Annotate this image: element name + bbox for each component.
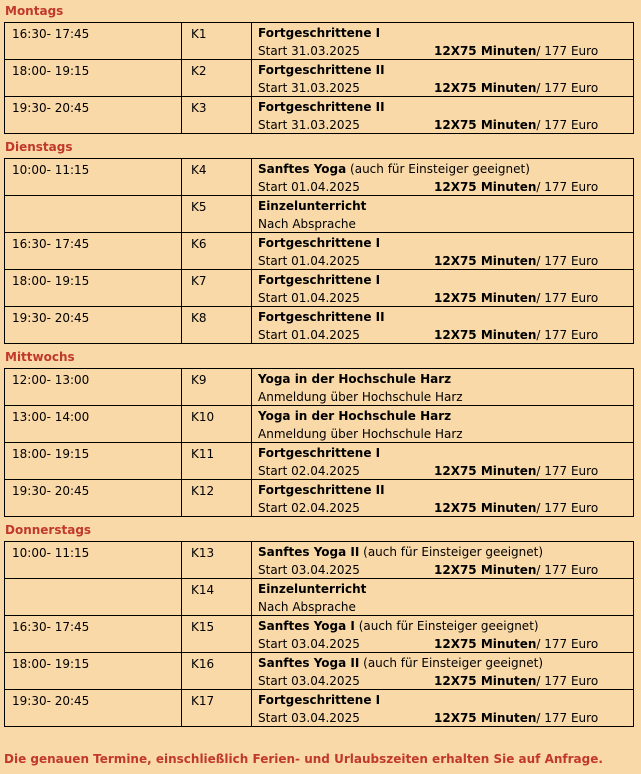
course-price-amount: / 177 Euro: [536, 44, 599, 58]
course-time: 10:00- 11:15: [5, 542, 182, 578]
course-price-amount: / 177 Euro: [536, 501, 599, 515]
course-duration: 12X75 Minuten: [434, 118, 537, 132]
course-description: [252, 690, 633, 726]
course-price-amount: / 177 Euro: [536, 118, 599, 132]
course-price: [434, 462, 598, 480]
day-heading: Dienstags: [5, 140, 73, 154]
course-price-amount: / 177 Euro: [536, 464, 599, 478]
course-detail: Start 01.04.2025: [258, 180, 360, 194]
course-time: 16:30- 17:45: [5, 23, 182, 59]
course-duration: 12X75 Minuten: [434, 291, 537, 305]
course-price-amount: / 177 Euro: [536, 328, 599, 342]
course-description: [252, 616, 633, 652]
day-table: [4, 541, 634, 727]
course-schedule: [4, 4, 634, 733]
course-description: [252, 443, 633, 479]
course-description: [252, 480, 633, 516]
course-title: Sanftes Yoga II: [258, 656, 360, 670]
course-code: K3: [182, 97, 252, 133]
course-row: [5, 443, 633, 480]
course-price: [434, 326, 598, 344]
course-description: [252, 270, 633, 306]
course-time: 18:00- 19:15: [5, 443, 182, 479]
course-detail: Start 02.04.2025: [258, 464, 360, 478]
course-detail-line: [258, 178, 633, 196]
course-time: 16:30- 17:45: [5, 233, 182, 269]
course-detail: Nach Absprache: [258, 217, 356, 231]
course-code: K4: [182, 159, 252, 195]
course-duration: 12X75 Minuten: [434, 464, 537, 478]
course-code: K11: [182, 443, 252, 479]
course-row: [5, 542, 633, 579]
course-title-line: [258, 234, 633, 252]
course-row: [5, 307, 633, 344]
course-price: [434, 178, 598, 196]
course-title: Einzelunterricht: [258, 199, 367, 213]
course-title-line: [258, 407, 633, 425]
course-time: [5, 579, 182, 615]
course-price: [434, 672, 598, 690]
course-price-amount: / 177 Euro: [536, 711, 599, 725]
course-price: [434, 635, 598, 653]
course-detail: Start 03.04.2025: [258, 637, 360, 651]
course-detail: Start 02.04.2025: [258, 501, 360, 515]
course-title-line: [258, 61, 633, 79]
course-code: K9: [182, 369, 252, 405]
course-time: 19:30- 20:45: [5, 480, 182, 516]
course-price: [434, 289, 598, 307]
course-row: [5, 616, 633, 653]
course-duration: 12X75 Minuten: [434, 180, 537, 194]
course-time: 18:00- 19:15: [5, 653, 182, 689]
course-duration: 12X75 Minuten: [434, 44, 537, 58]
course-title: Sanftes Yoga II: [258, 545, 360, 559]
course-description: [252, 653, 633, 689]
course-time: 13:00- 14:00: [5, 406, 182, 442]
course-title-note: (auch für Einsteiger geeignet): [354, 619, 539, 633]
course-price-amount: / 177 Euro: [536, 637, 599, 651]
course-description: [252, 23, 633, 59]
course-title: Fortgeschrittene II: [258, 63, 385, 77]
course-detail-line: [258, 42, 633, 60]
course-price: [434, 252, 598, 270]
course-price-amount: / 177 Euro: [536, 180, 599, 194]
course-code: K5: [182, 196, 252, 232]
course-detail-line: [258, 215, 633, 233]
day-heading: Mittwochs: [5, 350, 75, 364]
course-duration: 12X75 Minuten: [434, 637, 537, 651]
course-detail-line: [258, 79, 633, 97]
course-title-line: [258, 98, 633, 116]
course-price-amount: / 177 Euro: [536, 81, 599, 95]
course-time: 19:30- 20:45: [5, 307, 182, 343]
course-title: Sanftes Yoga I: [258, 619, 355, 633]
course-price: [434, 42, 598, 60]
course-price: [434, 709, 598, 727]
course-duration: 12X75 Minuten: [434, 563, 537, 577]
day-table: [4, 22, 634, 134]
course-code: K2: [182, 60, 252, 96]
course-description: [252, 369, 633, 405]
course-detail-line: [258, 499, 633, 517]
course-detail: Start 01.04.2025: [258, 291, 360, 305]
course-detail-line: [258, 252, 633, 270]
course-price-amount: / 177 Euro: [536, 674, 599, 688]
course-row: [5, 270, 633, 307]
course-duration: 12X75 Minuten: [434, 328, 537, 342]
course-detail-line: [258, 709, 633, 727]
course-detail-line: [258, 425, 633, 443]
course-detail: Start 03.04.2025: [258, 711, 360, 725]
course-row: [5, 406, 633, 443]
course-code: K10: [182, 406, 252, 442]
course-row: [5, 579, 633, 616]
course-price-amount: / 177 Euro: [536, 291, 599, 305]
course-description: [252, 60, 633, 96]
course-price: [434, 79, 598, 97]
course-duration: 12X75 Minuten: [434, 711, 537, 725]
course-detail-line: [258, 635, 633, 653]
course-title: Einzelunterricht: [258, 582, 367, 596]
course-detail: Nach Absprache: [258, 600, 356, 614]
course-title: Fortgeschrittene I: [258, 693, 381, 707]
course-detail-line: [258, 388, 633, 406]
course-title: Fortgeschrittene I: [258, 273, 381, 287]
course-description: [252, 196, 633, 232]
course-title: Fortgeschrittene II: [258, 483, 385, 497]
course-code: K16: [182, 653, 252, 689]
course-detail-line: [258, 598, 633, 616]
course-title: Fortgeschrittene II: [258, 100, 385, 114]
course-time: 19:30- 20:45: [5, 690, 182, 726]
course-code: K15: [182, 616, 252, 652]
course-title: Fortgeschrittene I: [258, 236, 381, 250]
course-duration: 12X75 Minuten: [434, 674, 537, 688]
course-title-line: [258, 24, 633, 42]
footer-note: Die genauen Termine, einschließlich Ferien- und Urlaubszeiten erhalten Sie auf Anfrage.: [4, 752, 603, 766]
course-duration: 12X75 Minuten: [434, 81, 537, 95]
course-price: [434, 116, 598, 134]
course-description: [252, 97, 633, 133]
course-title-line: [258, 308, 633, 326]
course-title-line: [258, 481, 633, 499]
course-detail: Start 01.04.2025: [258, 328, 360, 342]
course-title-line: [258, 617, 633, 635]
course-price: [434, 561, 598, 579]
course-detail-line: [258, 116, 633, 134]
course-code: K14: [182, 579, 252, 615]
course-time: 16:30- 17:45: [5, 616, 182, 652]
day-heading: Montags: [5, 4, 64, 18]
course-time: 18:00- 19:15: [5, 270, 182, 306]
course-title-note: (auch für Einsteiger geeignet): [359, 656, 544, 670]
course-detail: Anmeldung über Hochschule Harz: [258, 427, 463, 441]
course-code: K8: [182, 307, 252, 343]
course-code: K1: [182, 23, 252, 59]
course-description: [252, 233, 633, 269]
course-row: [5, 480, 633, 517]
course-detail-line: [258, 462, 633, 480]
course-title-line: [258, 444, 633, 462]
course-description: [252, 579, 633, 615]
course-detail: Anmeldung über Hochschule Harz: [258, 390, 463, 404]
course-row: [5, 233, 633, 270]
course-title-line: [258, 160, 633, 178]
course-detail-line: [258, 289, 633, 307]
course-title-line: [258, 271, 633, 289]
course-time: 19:30- 20:45: [5, 97, 182, 133]
course-title: Sanftes Yoga: [258, 162, 347, 176]
course-row: [5, 97, 633, 134]
course-title: Yoga in der Hochschule Harz: [258, 372, 452, 386]
course-title: Fortgeschrittene I: [258, 26, 381, 40]
course-time: 18:00- 19:15: [5, 60, 182, 96]
course-title-line: [258, 580, 633, 598]
course-row: [5, 653, 633, 690]
course-duration: 12X75 Minuten: [434, 501, 537, 515]
course-row: [5, 196, 633, 233]
course-row: [5, 23, 633, 60]
course-detail: Start 31.03.2025: [258, 44, 360, 58]
course-detail: Start 31.03.2025: [258, 81, 360, 95]
course-description: [252, 406, 633, 442]
course-price-amount: / 177 Euro: [536, 254, 599, 268]
course-code: K17: [182, 690, 252, 726]
day-table: [4, 158, 634, 344]
course-detail: Start 31.03.2025: [258, 118, 360, 132]
course-code: K12: [182, 480, 252, 516]
course-price-amount: / 177 Euro: [536, 563, 599, 577]
course-title-line: [258, 543, 633, 561]
course-title-line: [258, 691, 633, 709]
course-detail-line: [258, 561, 633, 579]
course-title-line: [258, 654, 633, 672]
course-title-note: (auch für Einsteiger geeignet): [346, 162, 530, 176]
course-row: [5, 60, 633, 97]
course-title: Yoga in der Hochschule Harz: [258, 409, 452, 423]
course-row: [5, 159, 633, 196]
course-description: [252, 542, 633, 578]
course-detail-line: [258, 326, 633, 344]
course-title: Fortgeschrittene II: [258, 310, 385, 324]
course-detail-line: [258, 672, 633, 690]
course-detail: Start 03.04.2025: [258, 674, 360, 688]
course-time: [5, 196, 182, 232]
course-price: [434, 499, 598, 517]
course-time: 12:00- 13:00: [5, 369, 182, 405]
course-title-line: [258, 370, 633, 388]
course-description: [252, 159, 633, 195]
course-duration: 12X75 Minuten: [434, 254, 537, 268]
course-title-line: [258, 197, 633, 215]
course-code: K6: [182, 233, 252, 269]
course-code: K13: [182, 542, 252, 578]
day-table: [4, 368, 634, 517]
course-row: [5, 369, 633, 406]
course-title-note: (auch für Einsteiger geeignet): [359, 545, 544, 559]
course-title: Fortgeschrittene I: [258, 446, 381, 460]
course-detail: Start 01.04.2025: [258, 254, 360, 268]
course-description: [252, 307, 633, 343]
course-time: 10:00- 11:15: [5, 159, 182, 195]
course-detail: Start 03.04.2025: [258, 563, 360, 577]
course-row: [5, 690, 633, 727]
day-heading: Donnerstags: [5, 523, 92, 537]
course-code: K7: [182, 270, 252, 306]
